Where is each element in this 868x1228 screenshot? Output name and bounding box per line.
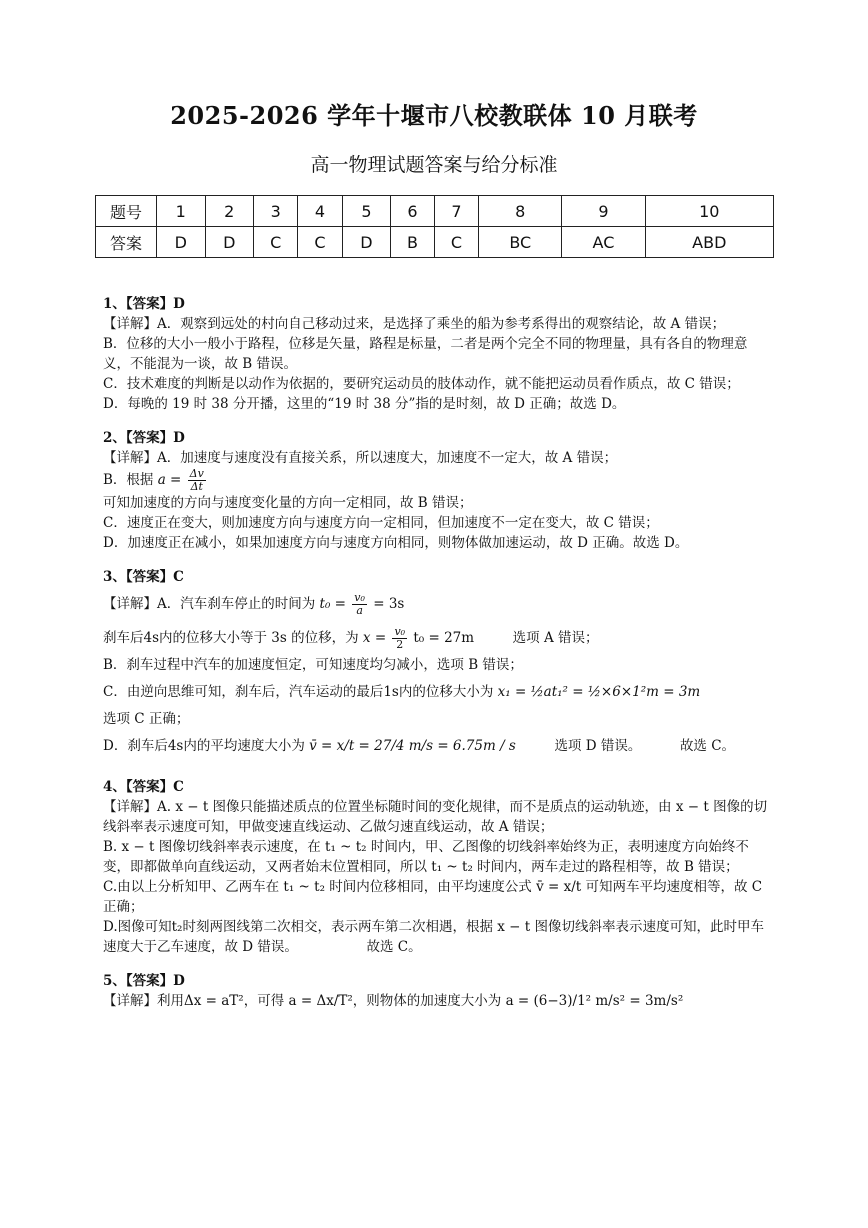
- solution-line: 可知加速度的方向与速度变化量的方向一定相同，故 B 错误；: [103, 495, 473, 511]
- table-header-cell: 题号: [96, 196, 157, 227]
- table-cell: ABD: [645, 227, 773, 258]
- solution-conclusion: 故选 C。: [366, 939, 422, 955]
- table-cell: C: [434, 227, 478, 258]
- formula-fraction: [352, 592, 367, 617]
- formula-fraction: [392, 626, 407, 651]
- fraction-numerator: v₀: [354, 591, 365, 604]
- solution-line: [103, 468, 771, 493]
- solution-line: [103, 917, 771, 957]
- solution-line: C．速度正在变大，则加速度方向与速度方向一定相同，但加速度不一定在变大，故 C 错误；: [103, 515, 659, 531]
- solution-line: [103, 587, 771, 621]
- table-cell: 1: [157, 196, 206, 227]
- question-heading: 2、【答案】D: [103, 430, 185, 446]
- table-cell: C: [298, 227, 342, 258]
- solution-text: 选项 A 错误；: [512, 630, 599, 646]
- solution-text: D.图像可知t₂时刻两图线第二次相交，表示两车第二次相遇，根据 x − t 图像切线斜率表示速度可知，此时甲车速度大于乙车速度，故 D 错误。: [103, 919, 764, 955]
- table-row-answers: [96, 227, 774, 258]
- solution-line: C.由以上分析知甲、乙两车在 t₁ ~ t₂ 时间内位移相同，由平均速度公式 v̄ = x/t 可知两车平均速度相等，故 C 正确；: [103, 879, 763, 915]
- solution-text: C．由逆向思维可知，刹车后，汽车运动的最后1s内的位移大小为: [103, 684, 494, 700]
- solution-line: D．每晚的 19 时 38 分开播，这里的“19 时 38 分”指的是时刻，故 D 正确；故选 D。: [103, 396, 626, 412]
- fraction-numerator: Δv: [189, 467, 204, 480]
- formula-fraction: [188, 468, 206, 493]
- question-3: [103, 567, 771, 763]
- solution-line: [103, 621, 771, 655]
- table-cell: B: [391, 227, 435, 258]
- solutions-body: [103, 294, 771, 1025]
- answer-table: [95, 195, 774, 258]
- table-cell: 9: [562, 196, 645, 227]
- solution-line: [103, 675, 771, 709]
- solution-text: 【详解】A．汽车刹车停止的时间为: [103, 596, 316, 612]
- solution-line: 【详解】利用Δx = aT²，可得 a = Δx/T²，则物体的加速度大小为 a = (6−3)/1² m/s² = 3m/s²: [103, 993, 684, 1009]
- solution-text: D．刹车后4s内的平均速度大小为: [103, 738, 305, 754]
- table-cell: D: [342, 227, 391, 258]
- fraction-denominator: a: [356, 604, 363, 617]
- formula-left: x =: [362, 630, 387, 646]
- solution-line: [103, 729, 771, 763]
- solution-line: B. x − t 图像切线斜率表示速度，在 t₁ ~ t₂ 时间内，甲、乙图像的切线斜率始终为正，表明速度方向始终不变，即都做单向直线运动，又两者始末位置相同，所以 t₁ ~ t₂ 时间内，两车走过的路程相等，故 B 错误；: [103, 839, 749, 875]
- question-5: [103, 971, 771, 1011]
- solution-line: 【详解】A．观察到远处的村向自己移动过来，是选择了乘坐的船为参考系得出的观察结论，故 A 错误；: [103, 316, 726, 332]
- question-heading: 3、【答案】C: [103, 569, 184, 585]
- page-title: 2025-2026 学年十堰市八校教联体 10 月联考: [170, 101, 698, 130]
- table-cell: BC: [479, 227, 562, 258]
- formula-right: = 3s: [373, 596, 405, 612]
- solution-line: 【详解】A．加速度与速度没有直接关系，所以速度大，加速度不一定大，故 A 错误；: [103, 450, 618, 466]
- table-cell: 8: [479, 196, 562, 227]
- table-cell: AC: [562, 227, 645, 258]
- solution-text: 选项 D 错误。: [554, 738, 642, 754]
- solution-line: 【详解】A. x − t 图像只能描述质点的位置坐标随时间的变化规律，而不是质点的运动轨迹，由 x − t 图像的切线斜率表示速度可知，甲做变速直线运动、乙做匀速直线运动，故 A 错误；: [103, 799, 768, 835]
- fraction-denominator: Δt: [190, 480, 203, 493]
- table-cell: C: [254, 227, 298, 258]
- question-heading: 4、【答案】C: [103, 779, 184, 795]
- table-cell: 6: [391, 196, 435, 227]
- table-cell: D: [157, 227, 206, 258]
- solution-line: D．加速度正在减小，如果加速度方向与速度方向相同，则物体做加速运动，故 D 正确。故选 D。: [103, 535, 689, 551]
- solution-line: 选项 C 正确；: [103, 711, 190, 727]
- solution-text: 刹车后4s内的位移大小等于 3s 的位移，为: [103, 630, 359, 646]
- question-4: [103, 777, 771, 957]
- table-row-numbers: [96, 196, 774, 227]
- solution-line: B．位移的大小一般小于路程，位移是矢量，路程是标量，二者是两个完全不同的物理量，具有各自的物理意义，不能混为一谈，故 B 错误。: [103, 336, 748, 372]
- question-heading: 5、【答案】D: [103, 973, 185, 989]
- fraction-numerator: v₀: [394, 625, 406, 638]
- solution-text: B．根据: [103, 472, 154, 488]
- formula-left: t₀ =: [319, 596, 346, 612]
- page-subtitle: 高一物理试题答案与给分标准: [310, 154, 558, 176]
- question-2: [103, 428, 771, 553]
- fraction-denominator: 2: [396, 638, 404, 651]
- table-cell: 7: [434, 196, 478, 227]
- solution-line: B．刹车过程中汽车的加速度恒定，可知速度均匀减小，选项 B 错误；: [103, 657, 523, 673]
- table-cell: 2: [205, 196, 254, 227]
- table-cell: D: [205, 227, 254, 258]
- formula-left: a =: [157, 472, 182, 488]
- question-heading: 1、【答案】D: [103, 296, 185, 312]
- table-cell: 4: [298, 196, 342, 227]
- table-cell: 3: [254, 196, 298, 227]
- formula: v̄ = x/t = 27/4 m/s = 6.75m / s: [309, 738, 516, 754]
- solution-conclusion: 故选 C。: [679, 738, 736, 754]
- question-1: [103, 294, 771, 414]
- table-cell: 10: [645, 196, 773, 227]
- table-cell: 5: [342, 196, 391, 227]
- solution-line: C．技术难度的判断是以动作为依据的，要研究运动员的肢体动作，就不能把运动员看作质点，故 C 错误；: [103, 376, 740, 392]
- table-header-cell: 答案: [96, 227, 157, 258]
- formula-right: t₀ = 27m: [413, 630, 475, 646]
- formula: x₁ = ½at₁² = ½×6×1²m = 3m: [497, 684, 701, 700]
